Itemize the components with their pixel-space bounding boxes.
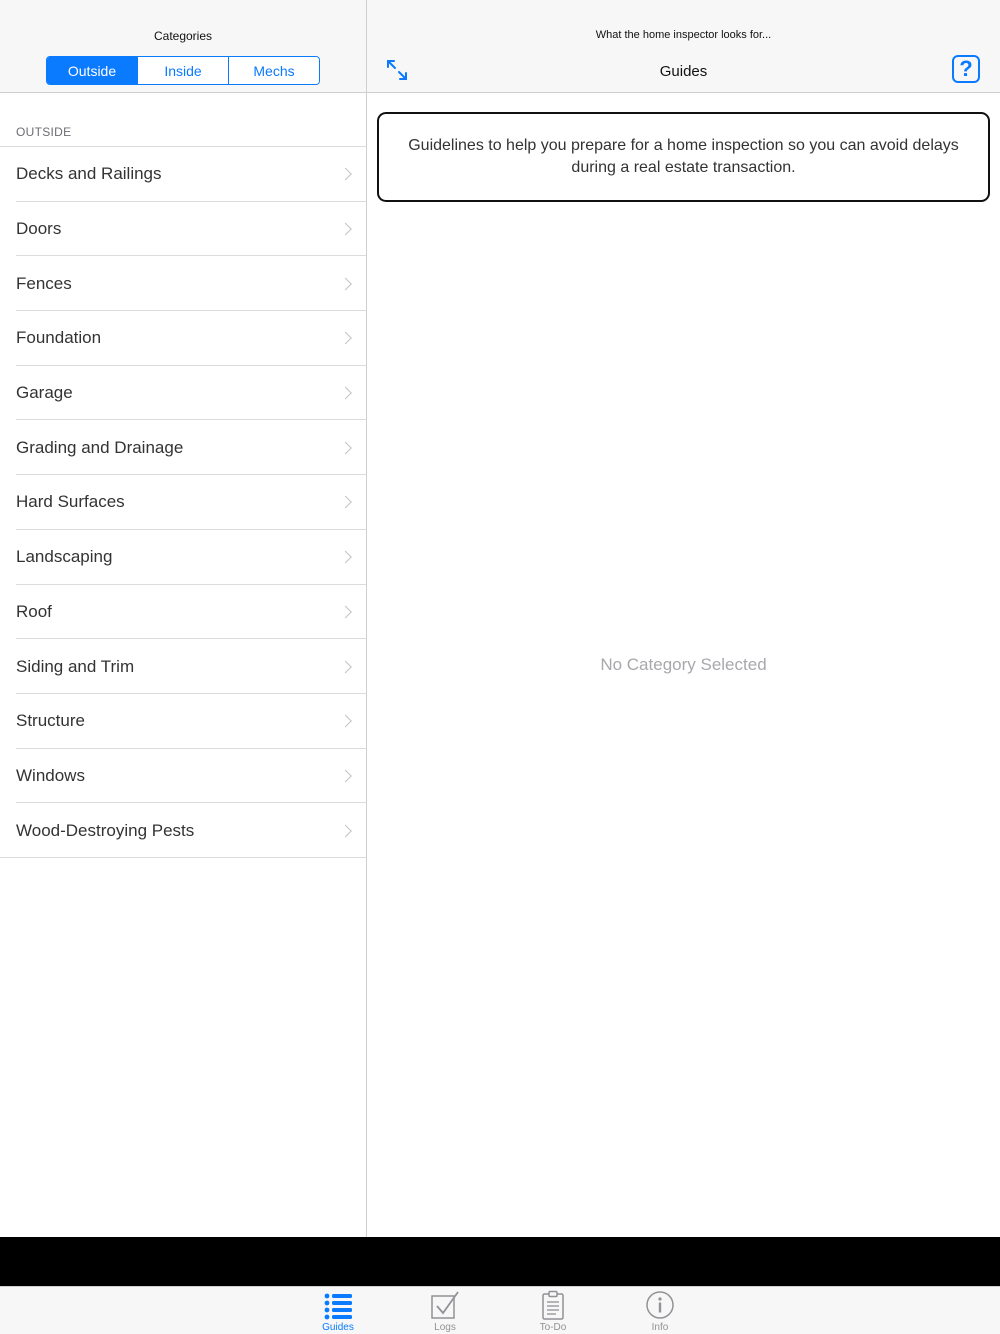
info-icon [645, 1290, 675, 1320]
list-item-garage[interactable] [0, 366, 366, 421]
help-glyph: ? [959, 56, 973, 81]
chevron-right-icon [339, 660, 352, 673]
list-item-windows[interactable] [0, 749, 366, 804]
guidelines-text: Guidelines to help you prepare for a home inspection so you can avoid delays during a real estate transaction. [408, 137, 959, 176]
section-header-outside: OUTSIDE [16, 125, 72, 139]
checkbox-icon [430, 1290, 460, 1320]
tab-label: Logs [434, 1322, 456, 1333]
list-item-siding-and-trim[interactable] [0, 639, 366, 694]
list-item-doors[interactable] [0, 202, 366, 257]
category-segmented-control [46, 56, 320, 85]
list-item-label: Grading and Drainage [16, 437, 184, 457]
detail-header [367, 0, 1000, 93]
list-item-label: Decks and Railings [16, 164, 162, 184]
tab-logs[interactable] [405, 1287, 485, 1334]
guidelines-info-box [377, 112, 990, 202]
empty-state-message: No Category Selected [600, 655, 767, 674]
list-item-label: Foundation [16, 328, 102, 348]
list-item-label: Hard Surfaces [16, 492, 125, 512]
list-item-foundation[interactable] [0, 311, 366, 366]
detail-subtitle: What the home inspector looks for... [595, 29, 772, 41]
list-item-label: Structure [16, 711, 85, 731]
tab-todo[interactable] [513, 1287, 593, 1334]
help-icon[interactable] [952, 55, 980, 83]
detail-pane [367, 0, 1000, 1237]
list-item-hard-surfaces[interactable] [0, 475, 366, 530]
list-item-decks-and-railings[interactable] [0, 147, 366, 202]
tab-label: To-Do [539, 1322, 567, 1333]
category-list [0, 146, 366, 858]
categories-pane [0, 0, 366, 1237]
chevron-right-icon [339, 770, 352, 783]
chevron-right-icon [339, 387, 352, 400]
list-item-structure[interactable] [0, 694, 366, 749]
list-item-wood-destroying-pests[interactable] [0, 803, 366, 858]
chevron-right-icon [339, 496, 352, 509]
list-item-label: Fences [16, 273, 72, 293]
list-item-label: Doors [16, 219, 62, 239]
chevron-right-icon [339, 441, 352, 454]
chevron-right-icon [339, 605, 352, 618]
tab-label: Guides [322, 1322, 354, 1333]
tab-info[interactable] [620, 1287, 700, 1334]
list-item-label: Siding and Trim [16, 656, 135, 676]
segment-outside[interactable]: Outside [47, 57, 137, 84]
chevron-right-icon [339, 332, 352, 345]
chevron-right-icon [339, 277, 352, 290]
categories-title: Categories [153, 29, 213, 43]
categories-header [0, 0, 366, 93]
chevron-right-icon [339, 551, 352, 564]
list-item-label: Garage [16, 383, 73, 403]
tab-bar [0, 1286, 1000, 1334]
segment-mechs[interactable]: Mechs [228, 57, 319, 84]
list-item-landscaping[interactable] [0, 530, 366, 585]
chevron-right-icon [339, 715, 352, 728]
segment-inside[interactable]: Inside [137, 57, 228, 84]
list-item-label: Wood-Destroying Pests [16, 820, 195, 840]
list-item-fences[interactable] [0, 256, 366, 311]
list-item-label: Landscaping [16, 547, 113, 567]
chevron-right-icon [339, 168, 352, 181]
chevron-right-icon [339, 824, 352, 837]
tab-label: Info [651, 1322, 669, 1333]
list-icon [323, 1290, 353, 1320]
list-item-roof[interactable] [0, 585, 366, 640]
list-item-label: Roof [16, 601, 52, 621]
chevron-right-icon [339, 223, 352, 236]
list-item-label: Windows [16, 765, 85, 785]
list-item-grading-and-drainage[interactable] [0, 420, 366, 475]
detail-title: Guides [659, 63, 708, 80]
letterbox-bar [0, 1237, 1000, 1286]
clipboard-icon [538, 1290, 568, 1320]
tab-guides[interactable] [298, 1287, 378, 1334]
